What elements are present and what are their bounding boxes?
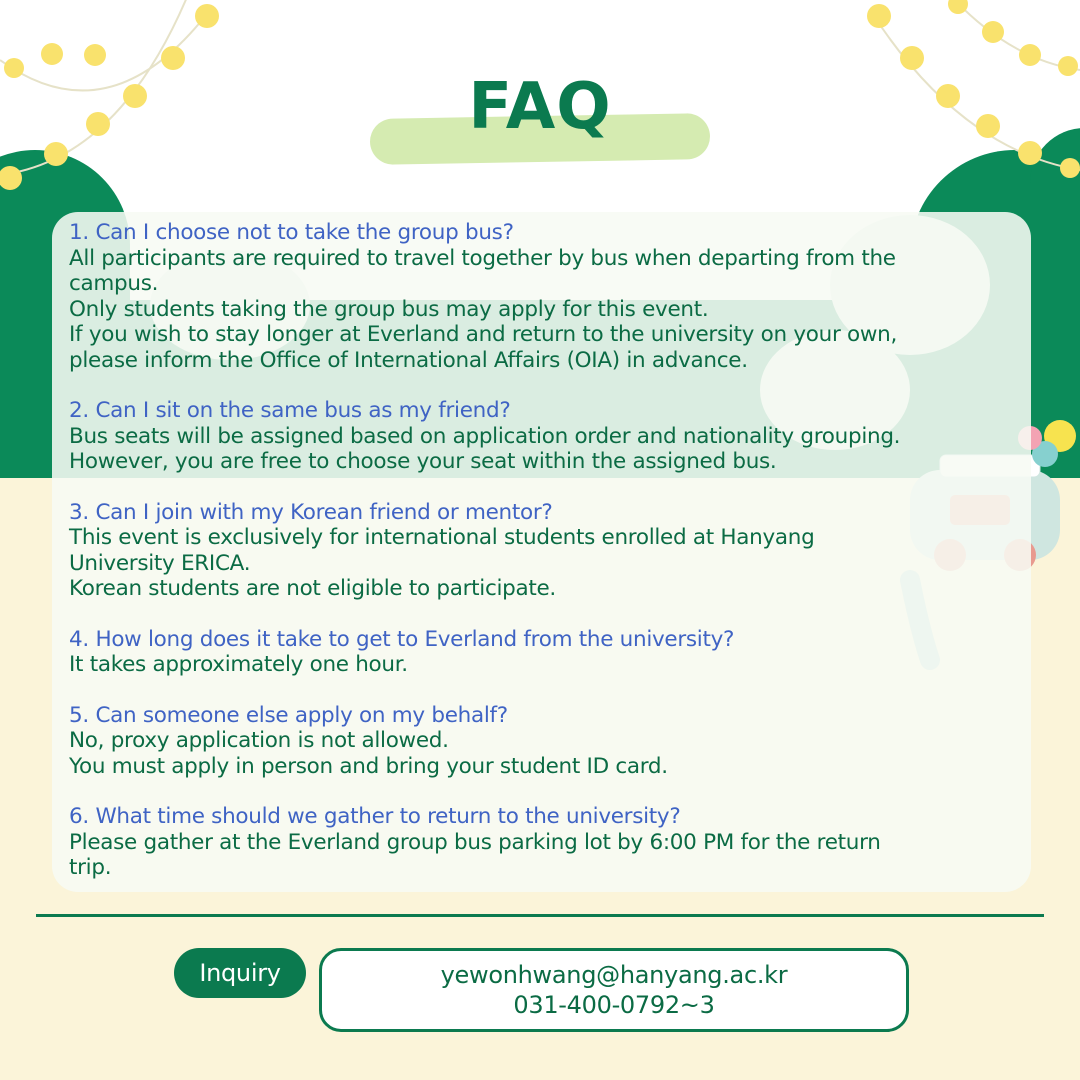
section-divider [36, 914, 1044, 917]
faq-answer: No, proxy application is not allowed. You must apply in person and bring your student ID card. [69, 728, 668, 779]
title-section [0, 70, 1080, 170]
faq-question: 5. Can someone else apply on my behalf? [69, 702, 508, 728]
faq-item [69, 804, 1013, 881]
faq-question: 4. How long does it take to get to Everland from the university? [69, 626, 735, 652]
faq-question: 1. Can I choose not to take the group bus? [69, 220, 514, 245]
contact-info-box [319, 948, 909, 1032]
faq-item [69, 398, 1013, 475]
faq-answer: Please gather at the Everland group bus parking lot by 6:00 PM for the return trip. [69, 829, 881, 880]
inquiry-label-pill: Inquiry [174, 948, 306, 998]
page-title: FAQ [468, 70, 612, 144]
faq-answer: All participants are required to travel together by bus when departing from the campus. Only students taking the group bus may apply for this event. If you wish to stay longer at Everland and return to the university on your own, please inform the Office of International Affairs (OIA) in advance. [69, 245, 898, 373]
faq-item [69, 703, 1013, 780]
faq-item [69, 627, 1013, 678]
contact-email[interactable]: yewonhwang@hanyang.ac.kr [440, 961, 788, 989]
faq-question: 3. Can I join with my Korean friend or mentor? [69, 499, 553, 525]
faq-card [52, 212, 1031, 892]
contact-phone[interactable]: 031-400-0792~3 [513, 991, 715, 1019]
faq-item [69, 500, 1013, 602]
faq-question: 2. Can I sit on the same bus as my friend? [69, 398, 511, 423]
faq-answer: It takes approximately one hour. [69, 652, 408, 677]
faq-answer: This event is exclusively for international students enrolled at Hanyang University ERICA. Korean students are not eligible to participate. [69, 525, 815, 601]
faq-question: 6. What time should we gather to return to the university? [69, 804, 681, 829]
faq-item [69, 220, 1013, 373]
faq-answer: Bus seats will be assigned based on application order and nationality grouping. However, you are free to choose your seat within the assigned bus. [69, 423, 901, 474]
